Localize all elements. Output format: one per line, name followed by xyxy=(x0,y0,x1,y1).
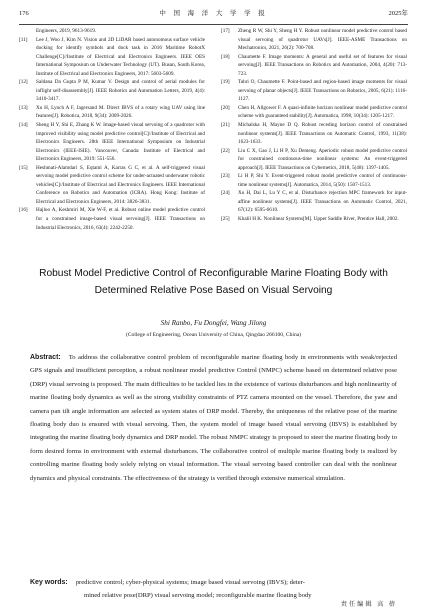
abstract-text: To address the collaborative control problem of reconfigurable marine floating body in environments with weak/rejected GPS signals and insufficient perception, a robust nonlinear model predictive Control (NMPC) scheme based on determined relative pose (DRP) visual servoing is proposed. The main difficulties to be tackled lies in the existence of various disturbances and high nonlinearity of marine floating body dynamics as well as the strong visibility constraints of PTZ camera mounted on the vessel. Therefore, the yaw and camera pan tilt angle information are selected as system states of DRP model. Thereby, the uniqueness of the relative pose of the marine floating body duo is ensured with visual servoing. Then, the system model of image based visual servoing (IBVS) is established by integrating the marine floating body dynamics and DRP model. The robust NMPC strategy is proposed to steer the marine floating body to form desired forms in environment with external disturbances. The collaborative control of multiple marine floating body is realized by controlling marine floating body solely relying on visual information. The visual servoing based controller can deal with the nonlinear dynamics and physical constraints. The effectiveness of the strategy is verified through extensive numerical simulation. xyxy=(30,354,397,482)
reference-text: Michalska H, Mayne D Q. Robust receding horizon control of constrained nonlinear systems[J]. IEEE Transactions on Automatic Control, 1993, 11(38): 1623-1633. xyxy=(238,122,407,146)
reference-text: Lee J, Woo J, Kim N. Vision and 2D LiDAR based autonomous surface vehicle docking for identify symbols and dock task in 2016 Maritime RobotX Challenge[C]//Institute of Electrical and Electronics Engineers. IEEE OES International Symposium on Underwater Technology (UT). Busan, South Korea, Institute of Electrical and Electronics Engineers, 2017: 5603-5609. xyxy=(36,36,205,77)
reference-number: [16] xyxy=(19,207,28,214)
authors: Shi Ranbo, Fu Dongfei, Wang Jilong xyxy=(160,319,267,327)
keywords xyxy=(30,576,397,589)
references-left-column xyxy=(19,27,205,232)
reference-text: Tahri O, Chaumette F. Point-based and region-based image moments for visual servoing of planar objects[J]. IEEE Transactions on Robotics, 2005, 6(21): 1116-1127. xyxy=(238,79,407,103)
reference-text: Engineers, 2019, 9613-9619. xyxy=(36,28,97,34)
reference-number: [21] xyxy=(221,122,230,129)
references-right-column xyxy=(221,27,407,224)
reference-text: Chaumette F. Image moments: A general and useful set of features for visual servoing[J]. IEEE Transactions on Robotics and Automation, 2004, 4(20): 713-723. xyxy=(238,53,407,77)
reference-item xyxy=(221,172,407,189)
abstract xyxy=(30,351,397,485)
reference-text: Xu H, Lynch A F, Jagersand M. Direct IBVS of a rotary wing UAV using line features[J]. Robotica, 2018, 9(34): 2009-2026. xyxy=(36,104,205,120)
reference-item xyxy=(221,78,407,104)
keywords-line-2: mined relative pose(DRP) visual servoing model; reconfigurable marine floating body xyxy=(84,592,312,599)
keywords-label: Key words: xyxy=(30,579,68,586)
reference-item xyxy=(19,164,205,207)
reference-item xyxy=(19,27,205,36)
reference-text: Khalil H K. Nonlinear Systems[M]. Upper Saddle River, Prentice Hall, 2002. xyxy=(238,216,399,223)
reference-item xyxy=(221,104,407,121)
reference-number: [11] xyxy=(19,36,28,43)
reference-text: Saldana Da Gupta P M, Kumar V. Design and control of aerial modules for inflight self-disassembly[J]. IEEE Robotics and Automation Letters, 2019, 4(4): 3410-3417. xyxy=(36,79,205,103)
publication-year: 2025年 xyxy=(388,10,408,17)
reference-item xyxy=(19,206,205,232)
reference-text: Liu C X, Gao J, Li H P, Xu Demeng. Aperiodic robust model predictive control for constrained continuous-time nonlinear systems: An event-triggered approach[J]. IEEE Transactions on Cybernetics, 2018, 5(48): 1397-1405. xyxy=(238,147,407,171)
journal-name: 中 国 海 洋 大 学 学 报 xyxy=(159,10,268,17)
reference-number: [14] xyxy=(19,122,28,129)
reference-item xyxy=(221,121,407,147)
reference-item xyxy=(221,189,407,215)
reference-number: [23] xyxy=(221,173,230,180)
affiliation: (College of Engineering, Ocean University of China, Qingdao 266100, China) xyxy=(125,332,302,338)
reference-number: [20] xyxy=(221,104,230,111)
reference-item xyxy=(221,147,407,173)
reference-item xyxy=(221,215,407,224)
reference-item xyxy=(221,27,407,53)
title-line-1: Robust Model Predictive Control of Reconfigurable Marine Floating Body with xyxy=(39,268,388,279)
reference-item xyxy=(19,104,205,121)
reference-number: [25] xyxy=(221,216,230,223)
reference-text: Sheng H Y, Shi E, Zhang K W. Image-based visual servoing of a quadrotor with improved visibility using model predictive control[C]//Institute of Electrical and Electronics Engineers. 28th IEEE International Symposium on Industrial Electronics (IEEE-ISIE). Vancouver, Canada: Institute of Electrical and Electronics Engineers, 2019: 551-556. xyxy=(36,122,205,163)
reference-item xyxy=(19,121,205,164)
reference-item xyxy=(19,78,205,104)
page-number: 176 xyxy=(19,10,29,17)
reference-number: [15] xyxy=(19,164,28,171)
reference-text: Hajloo A, Keshmiri M, Xie W-F, et al. Robust online model predictive control for a constrained image-based visual servoing[J]. IEEE Transactions on Industrial Electronics, 2016, 63(4): 2242-2250. xyxy=(36,207,205,231)
english-title xyxy=(30,265,397,299)
abstract-label: Abstract: xyxy=(30,354,61,361)
header-rule xyxy=(19,24,408,25)
reference-number: [24] xyxy=(221,190,230,197)
reference-item xyxy=(221,53,407,79)
reference-number: [18] xyxy=(221,53,230,60)
reference-number: [13] xyxy=(19,104,28,111)
title-line-2: Determined Relative Pose Based on Visual Servoing xyxy=(94,285,333,296)
responsible-editor: 责任编辑 高 蓓 xyxy=(340,601,397,608)
reference-text: Chen H, Allgower F. A quasi-infinite horizon nonlinear model predictive control scheme with guaranteed stability[J]. Automatica, 1998, 10(34): 1205-1217. xyxy=(238,104,407,120)
reference-text: Xu H, Dai L, Lu Y C, et al. Disturbance rejection MPC framework for input-affine nonlinear systems[J]. IEEE Transactions on Automatic Control, 2021, 67(12): 6595-6610. xyxy=(238,190,407,214)
running-header xyxy=(19,10,408,20)
reference-number: [19] xyxy=(221,79,230,86)
reference-text: Heshmati-Alamdari S, Eqtami A, Karras G C, et al. A self-triggered visual servoing model predictive control scheme for under-actuated underwater robotic vehicles[C]//Institute of Electrical and Electronics Engineers. IEEE International Conference on Robotics and Automation (ICRA). Hong Kong: Institute of Electrical and Electronics Engineers, 2014: 3826-3831. xyxy=(36,164,205,205)
reference-number: [17] xyxy=(221,28,230,34)
reference-text: Zheng R W, Shi Y, Sheng H Y. Robust nonlinear model predictive control based visual servoing of quadrotor UAVs[J]. IEEE-ASME Transactions on Mechatronics, 2021, 26(2): 700-708. xyxy=(238,28,407,52)
reference-number: [22] xyxy=(221,147,230,154)
reference-text: Li H P, Shi Y. Event-triggered robust model predictive control of continuous-time nonlinear systems[J]. Automatica, 2014, 5(50): 1507-1513. xyxy=(238,173,407,188)
keywords-line-1: predictive control; cyber-physical systems; image based visual servoing (IBVS); deter- xyxy=(75,579,305,586)
reference-number: [12] xyxy=(19,79,28,86)
reference-item xyxy=(19,36,205,79)
